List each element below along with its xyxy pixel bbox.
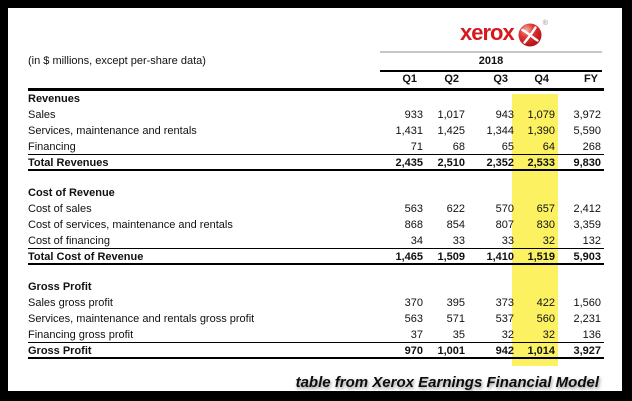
value-q1: 970 [404,345,423,357]
value-q3: 32 [501,329,514,341]
value-q4: 1,079 [527,109,555,121]
total-row [28,249,604,265]
data-row [28,311,604,327]
value-q1: 370 [404,297,423,309]
value-q3: 2,352 [486,157,514,169]
total-row [28,155,604,171]
value-q2: 854 [446,219,465,231]
row-label: Sales [28,109,56,121]
row-label: Cost of services, maintenance and rentals [28,219,233,231]
total-row [28,343,604,359]
value-fy: 136 [582,329,601,341]
column-header-spacer [28,72,381,88]
value-fy: 3,359 [573,219,601,231]
value-q1: 1,465 [395,251,423,263]
col-header-q1: Q1 [402,73,417,85]
caption: table from Xerox Earnings Financial Model [295,374,599,391]
data-row [28,233,604,249]
row-label: Financing [28,141,76,153]
value-q4: 657 [536,203,555,215]
value-fy: 268 [582,141,601,153]
value-fy: 5,590 [573,125,601,137]
row-label: Gross Profit [28,281,92,293]
value-q2: 68 [452,141,465,153]
value-q4: 2,533 [527,157,555,169]
value-fy: 3,972 [573,109,601,121]
value-q2: 395 [446,297,465,309]
section-gap [28,171,604,185]
value-q3: 65 [501,141,514,153]
value-q3: 373 [495,297,514,309]
data-row [28,123,604,139]
value-fy: 5,903 [573,251,601,263]
value-q3: 33 [501,235,514,247]
value-q1: 34 [410,235,423,247]
value-q1: 563 [404,313,423,325]
xerox-sphere-icon [518,23,542,47]
row-label: Cost of Revenue [28,187,115,199]
value-q2: 2,510 [437,157,465,169]
units-note: (in $ millions, except per-share data) [28,55,206,67]
value-fy: 132 [582,235,601,247]
data-row [28,107,604,123]
value-q4: 64 [542,141,555,153]
section-title-row [28,279,604,295]
value-q3: 1,410 [486,251,514,263]
value-q2: 1,017 [437,109,465,121]
data-row [28,327,604,343]
row-label: Cost of sales [28,203,92,215]
value-q2: 33 [452,235,465,247]
data-row [28,201,604,217]
row-label: Services, maintenance and rentals gross profit [28,313,255,325]
value-q3: 537 [495,313,514,325]
value-q3: 1,344 [486,125,514,137]
value-q4: 1,519 [527,251,555,263]
table-header-row [28,53,604,70]
xerox-logo [460,19,548,47]
value-q3: 942 [495,345,514,357]
value-fy: 1,560 [573,297,601,309]
section-title-row [28,185,604,201]
value-fy: 3,927 [573,345,601,357]
value-q1: 71 [410,141,423,153]
value-q4: 1,390 [527,125,555,137]
section-gap [28,265,604,279]
financial-table [28,45,604,359]
col-header-fy: FY [583,73,598,85]
value-fy: 2,231 [573,313,601,325]
column-headers-row [28,72,604,88]
year-label: 2018 [478,55,504,67]
row-label: Total Revenues [28,157,109,169]
value-fy: 2,412 [573,203,601,215]
row-label: Gross Profit [28,345,92,357]
value-q1: 2,435 [395,157,423,169]
value-fy: 9,830 [573,157,601,169]
value-q4: 32 [542,235,555,247]
value-q4: 1,014 [527,345,555,357]
col-header-q2: Q2 [444,73,459,85]
col-header-q4: Q4 [534,73,549,85]
data-row [28,139,604,155]
row-label: Cost of financing [28,235,110,247]
value-q1: 37 [410,329,423,341]
row-label: Financing gross profit [28,329,134,341]
value-q2: 622 [446,203,465,215]
value-q1: 933 [404,109,423,121]
value-q2: 1,425 [437,125,465,137]
xerox-wordmark: xerox [460,20,514,45]
value-q2: 1,001 [437,345,465,357]
section-title-row [28,91,604,107]
value-q3: 807 [495,219,514,231]
row-label: Revenues [28,93,80,105]
value-q3: 943 [495,109,514,121]
value-q2: 1,509 [437,251,465,263]
value-q2: 35 [452,329,465,341]
value-q1: 868 [404,219,423,231]
value-q4: 32 [542,329,555,341]
registered-trademark: ® [542,20,548,27]
value-q1: 1,431 [395,125,423,137]
data-row [28,217,604,233]
data-row [28,295,604,311]
row-label: Services, maintenance and rentals [28,125,197,137]
value-q2: 571 [446,313,465,325]
row-label: Total Cost of Revenue [28,251,144,263]
value-q1: 563 [404,203,423,215]
value-q3: 570 [495,203,514,215]
row-label: Sales gross profit [28,297,113,309]
value-q4: 560 [536,313,555,325]
col-header-q3: Q3 [493,73,508,85]
value-q4: 830 [536,219,555,231]
table-body [28,91,604,359]
value-q4: 422 [536,297,555,309]
